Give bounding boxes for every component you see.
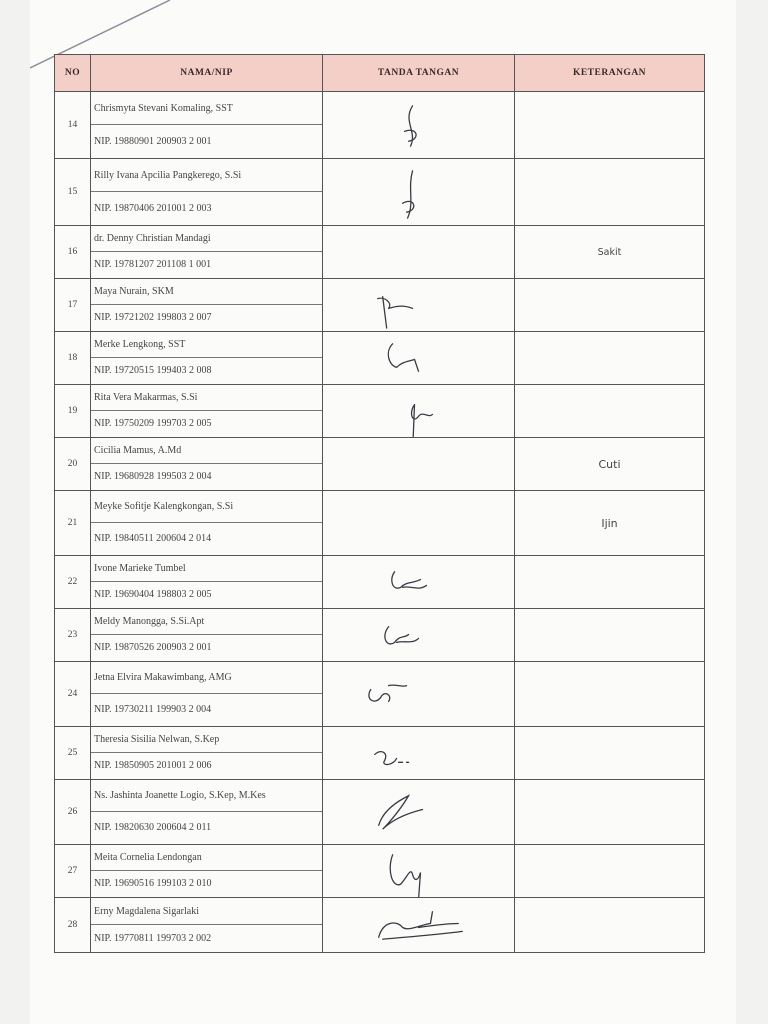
handwritten-signature (323, 159, 514, 225)
handwritten-signature (323, 898, 514, 952)
name-nip-cell (91, 780, 323, 845)
row-number: 25 (55, 727, 91, 780)
table-row (55, 491, 705, 556)
employee-name: Meldy Manongga, S.Si.Apt (91, 610, 322, 636)
signature-cell (323, 556, 515, 609)
name-nip-cell (91, 438, 323, 491)
employee-name: Theresia Sisilia Nelwan, S.Kep (91, 728, 322, 754)
table-row (55, 845, 705, 898)
keterangan-cell (515, 727, 705, 780)
keterangan-cell: Sakit (515, 226, 705, 279)
name-nip-cell (91, 279, 323, 332)
table-row (55, 898, 705, 953)
header-tanda-tangan: TANDA TANGAN (323, 55, 515, 92)
name-nip-cell (91, 556, 323, 609)
handwritten-signature (323, 727, 514, 779)
header-nama-nip: NAMA/NIP (91, 55, 323, 92)
signature-cell (323, 898, 515, 953)
name-nip-cell (91, 727, 323, 780)
name-nip-cell (91, 159, 323, 226)
header-keterangan: KETERANGAN (515, 55, 705, 92)
keterangan-cell (515, 609, 705, 662)
keterangan-cell (515, 845, 705, 898)
keterangan-cell (515, 780, 705, 845)
handwritten-signature (323, 780, 514, 844)
table-row (55, 226, 705, 279)
row-number: 20 (55, 438, 91, 491)
keterangan-cell (515, 159, 705, 226)
employee-name: Erny Magdalena Sigarlaki (91, 899, 322, 926)
employee-name: dr. Denny Christian Mandagi (91, 227, 322, 253)
signature-cell (323, 491, 515, 556)
employee-name: Maya Nurain, SKM (91, 280, 322, 306)
handwritten-signature (323, 845, 514, 897)
row-number: 18 (55, 332, 91, 385)
signature-cell (323, 332, 515, 385)
signature-cell (323, 780, 515, 845)
table-row (55, 727, 705, 780)
signature-cell (323, 279, 515, 332)
row-number: 22 (55, 556, 91, 609)
handwritten-signature (323, 662, 514, 726)
signature-cell (323, 727, 515, 780)
table-row (55, 279, 705, 332)
employee-name: Rilly Ivana Apcilia Pangkerego, S.Si (91, 160, 322, 193)
employee-nip: NIP. 19680928 199503 2 004 (94, 471, 212, 483)
handwritten-signature (323, 92, 514, 158)
keterangan-cell: Ijin (515, 491, 705, 556)
keterangan-cell (515, 662, 705, 727)
keterangan-cell (515, 332, 705, 385)
table-row (55, 159, 705, 226)
employee-nip: NIP. 19781207 201108 1 001 (94, 259, 212, 271)
row-number: 27 (55, 845, 91, 898)
row-number: 16 (55, 226, 91, 279)
employee-nip: NIP. 19870526 200903 2 001 (94, 642, 212, 654)
handwritten-signature (323, 279, 514, 331)
keterangan-cell (515, 385, 705, 438)
handwritten-signature (323, 609, 514, 661)
handwritten-signature (323, 556, 514, 608)
employee-nip: NIP. 19690516 199103 2 010 (94, 878, 212, 890)
row-number: 21 (55, 491, 91, 556)
keterangan-cell (515, 279, 705, 332)
name-nip-cell (91, 92, 323, 159)
row-number: 14 (55, 92, 91, 159)
employee-name: Ns. Jashinta Joanette Logio, S.Kep, M.Kes (91, 781, 322, 813)
keterangan-cell (515, 556, 705, 609)
employee-name: Meyke Sofitje Kalengkongan, S.Si (91, 492, 322, 524)
employee-nip: NIP. 19870406 201001 2 003 (94, 202, 212, 214)
name-nip-cell (91, 332, 323, 385)
signature-cell (323, 438, 515, 491)
employee-nip: NIP. 19720515 199403 2 008 (94, 365, 212, 377)
signature-cell (323, 226, 515, 279)
keterangan-cell: Cuti (515, 438, 705, 491)
name-nip-cell (91, 845, 323, 898)
signature-cell (323, 385, 515, 438)
signature-cell (323, 92, 515, 159)
employee-name: Cicilia Mamus, A.Md (91, 439, 322, 465)
name-nip-cell (91, 609, 323, 662)
row-number: 24 (55, 662, 91, 727)
table-header-row (55, 55, 705, 92)
employee-name: Ivone Marieke Tumbel (91, 557, 322, 583)
table-row (55, 780, 705, 845)
header-no: NO (55, 55, 91, 92)
signature-cell (323, 845, 515, 898)
employee-nip: NIP. 19820630 200604 2 011 (94, 822, 212, 834)
table-row (55, 662, 705, 727)
employee-nip: NIP. 19690404 198803 2 005 (94, 589, 212, 601)
row-number: 19 (55, 385, 91, 438)
signature-cell (323, 609, 515, 662)
name-nip-cell (91, 662, 323, 727)
handwritten-signature (323, 332, 514, 384)
table-row (55, 609, 705, 662)
employee-nip: NIP. 19750209 199703 2 005 (94, 418, 212, 430)
employee-nip: NIP. 19850905 201001 2 006 (94, 760, 212, 772)
employee-name: Jetna Elvira Makawimbang, AMG (91, 663, 322, 695)
row-number: 28 (55, 898, 91, 953)
attendance-table (54, 54, 705, 953)
handwritten-signature (323, 385, 514, 437)
name-nip-cell (91, 491, 323, 556)
employee-nip: NIP. 19880901 200903 2 001 (94, 135, 212, 147)
name-nip-cell (91, 226, 323, 279)
table-row (55, 438, 705, 491)
row-number: 26 (55, 780, 91, 845)
table-row (55, 92, 705, 159)
employee-nip: NIP. 19840511 200604 2 014 (94, 533, 212, 545)
signature-cell (323, 662, 515, 727)
row-number: 23 (55, 609, 91, 662)
row-number: 17 (55, 279, 91, 332)
keterangan-cell (515, 898, 705, 953)
signature-cell (323, 159, 515, 226)
employee-nip: NIP. 19730211 199903 2 004 (94, 704, 212, 716)
employee-name: Merke Lengkong, SST (91, 333, 322, 359)
employee-nip: NIP. 19721202 199803 2 007 (94, 312, 212, 324)
employee-name: Meita Cornelia Lendongan (91, 846, 322, 872)
name-nip-cell (91, 385, 323, 438)
employee-name: Chrismyta Stevani Komaling, SST (91, 93, 322, 126)
name-nip-cell (91, 898, 323, 953)
row-number: 15 (55, 159, 91, 226)
table-row (55, 556, 705, 609)
employee-nip: NIP. 19770811 199703 2 002 (94, 932, 212, 944)
keterangan-cell (515, 92, 705, 159)
employee-name: Rita Vera Makarmas, S.Si (91, 386, 322, 412)
table-row (55, 385, 705, 438)
table-body (55, 92, 705, 953)
table-row (55, 332, 705, 385)
